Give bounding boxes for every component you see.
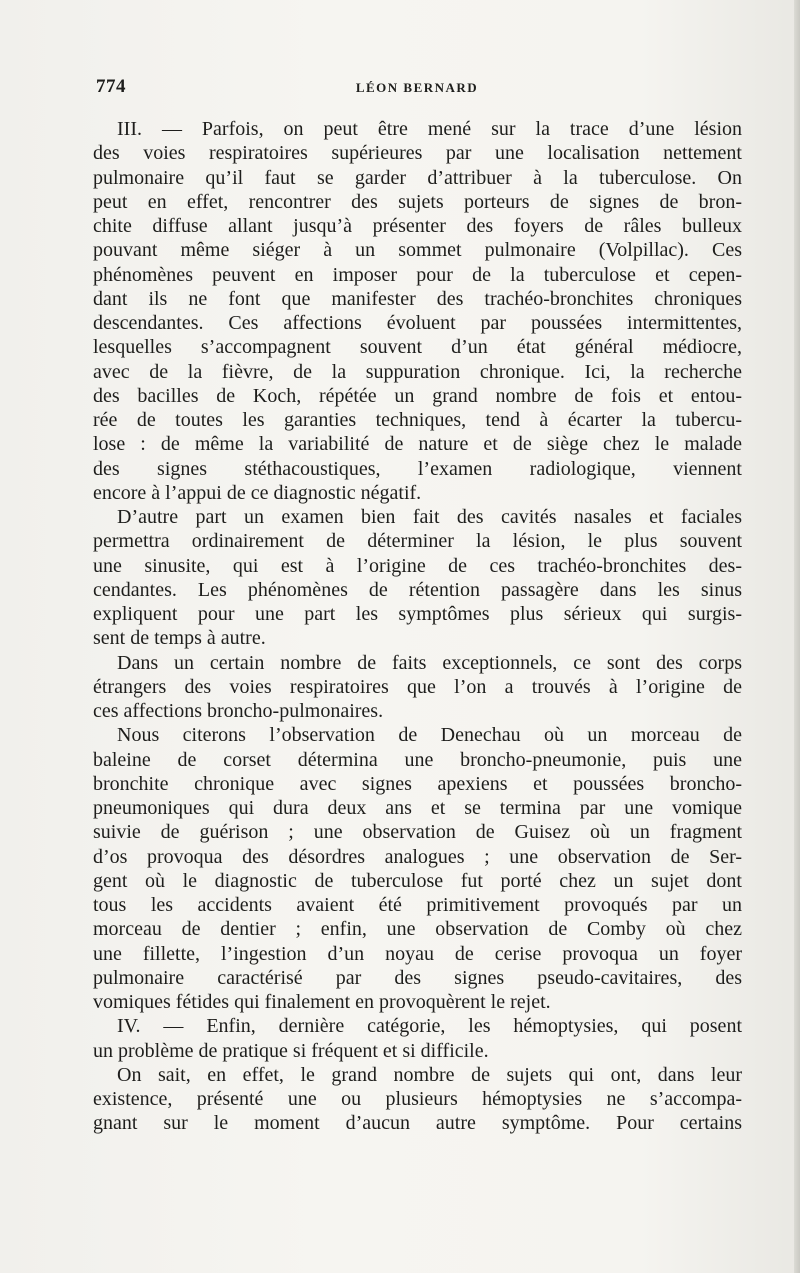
- text-line: IV. — Enfin, dernière catégorie, les hémoptysies, qui posent: [117, 1015, 742, 1038]
- text-line: rée de toutes les garanties techniques, tend à écarter la tubercu-: [93, 409, 742, 431]
- text-line: gnant sur le moment d’aucun autre symptôme. Pour certains: [93, 1112, 742, 1135]
- text-line: pulmonaire qu’il faut se garder d’attribuer à la tuberculose. On: [93, 166, 742, 189]
- text-line: pulmonaire caractérisé par des signes pseudo-cavitaires, des: [93, 966, 742, 989]
- text-line: gent où le diagnostic de tuberculose fut porté chez un sujet dont: [93, 869, 742, 892]
- text-line: chite diffuse allant jusqu’à présenter des foyers de râles bulleux: [93, 215, 742, 237]
- text-line: ces affections broncho-pulmonaires.: [93, 700, 384, 722]
- text-line: avec de la fièvre, de la suppuration chronique. Ici, la recherche: [93, 360, 742, 383]
- text-line: d’os provoqua des désordres analogues ; une observation de Ser-: [93, 845, 742, 868]
- page-header: [92, 76, 742, 102]
- body-text: [93, 117, 742, 1136]
- text-line: descendantes. Ces affections évoluent par poussées intermittentes,: [93, 312, 742, 334]
- text-line: cendantes. Les phénomènes de rétention passagère dans les sinus: [93, 578, 742, 601]
- page-number: 774: [96, 76, 126, 97]
- text-line: phénomènes peuvent en imposer pour de la tuberculose et cepen-: [93, 263, 742, 286]
- text-line: III. — Parfois, on peut être mené sur la trace d’une lésion: [117, 118, 742, 140]
- text-line: une sinusite, qui est à l’origine de ces trachéo-bronchites des-: [93, 554, 742, 577]
- text-line: bronchite chronique avec signes apexiens et poussées broncho-: [93, 772, 742, 795]
- text-line: des bacilles de Koch, répétée un grand nombre de fois et entou-: [93, 384, 742, 407]
- text-line: étrangers des voies respiratoires que l’on a trouvés à l’origine de: [93, 675, 742, 698]
- text-line: des voies respiratoires supérieures par une localisation nettement: [93, 142, 742, 165]
- text-line: un problème de pratique si fréquent et si difficile.: [93, 1039, 489, 1062]
- running-head: LÉON BERNARD: [355, 80, 479, 95]
- text-line: tous les accidents avaient été primitivement provoqués par un: [93, 894, 742, 916]
- text-line: Dans un certain nombre de faits exceptionnels, ce sont des corps: [117, 651, 742, 674]
- text-line: lose : de même la variabilité de nature et de siège chez le malade: [93, 433, 742, 456]
- page-edge-shadow: [794, 0, 800, 1273]
- text-line: des signes stéthacoustiques, l’examen radiologique, viennent: [93, 457, 742, 480]
- text-line: dant ils ne font que manifester des trachéo-bronchites chroniques: [93, 287, 742, 310]
- text-line: On sait, en effet, le grand nombre de sujets qui ont, dans leur: [117, 1063, 742, 1086]
- text-line: expliquent pour une part les symptômes plus sérieux qui surgis-: [93, 603, 742, 625]
- text-line: permettra ordinairement de déterminer la lésion, le plus souvent: [93, 530, 742, 553]
- text-line: peut en effet, rencontrer des sujets porteurs de signes de bron-: [93, 190, 742, 213]
- text-line: une fillette, l’ingestion d’un noyau de cerise provoqua un foyer: [93, 942, 742, 965]
- text-line: encore à l’appui de ce diagnostic négatif.: [93, 481, 422, 504]
- text-line: sent de temps à autre.: [93, 627, 266, 650]
- text-line: Nous citerons l’observation de Denechau où un morceau de: [117, 724, 742, 747]
- text-line: D’autre part un examen bien fait des cavités nasales et faciales: [117, 506, 742, 528]
- text-line: morceau de dentier ; enfin, une observation de Comby où chez: [93, 918, 742, 941]
- text-line: lesquelles s’accompagnent souvent d’un état général médiocre,: [93, 336, 742, 359]
- text-line: pouvant même siéger à un sommet pulmonaire (Volpillac). Ces: [93, 239, 742, 262]
- text-line: existence, présenté une ou plusieurs hémoptysies ne s’accompa-: [93, 1088, 742, 1110]
- text-line: vomiques fétides qui finalement en provoquèrent le rejet.: [93, 991, 551, 1013]
- text-line: pneumoniques qui dura deux ans et se termina par une vomique: [93, 797, 742, 819]
- text-line: baleine de corset détermina une broncho-pneumonie, puis une: [93, 748, 742, 771]
- text-line: suivie de guérison ; une observation de Guisez où un fragment: [93, 821, 742, 844]
